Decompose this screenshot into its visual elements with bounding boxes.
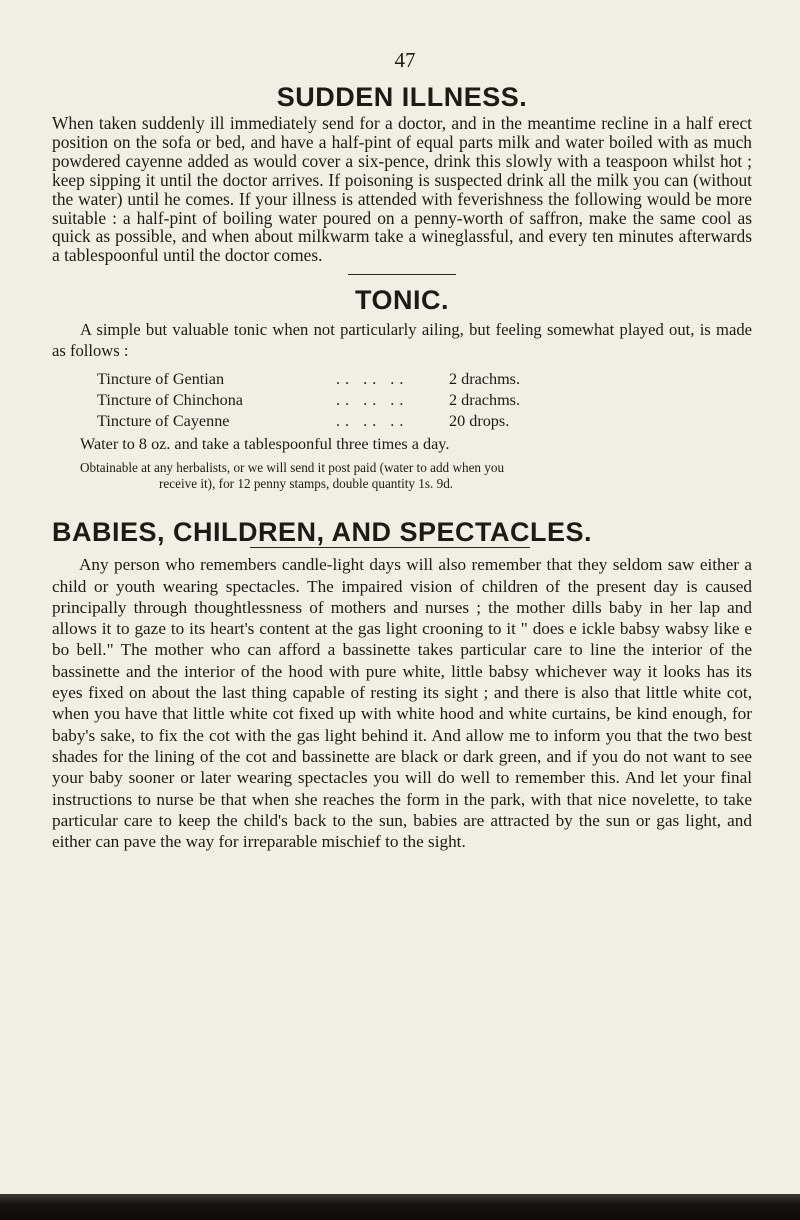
ingredient-row [97,369,752,390]
ingredient-leader-dots: .. .. .. [336,412,409,431]
page-edge-shadow [0,1194,800,1220]
ingredient-amount: 2 drachms. [449,391,521,410]
page-number: 47 [394,48,416,72]
sudden-illness-title: SUDDEN ILLNESS. [276,82,528,112]
tonic-water-instruction: Water to 8 oz. and take a tablespoonful three times a day. [80,435,450,454]
book-page [52,48,752,852]
tonic-obtainable-note: Obtainable at any herbalists, or we will send it post paid (water to add when you [80,460,505,476]
ingredient-amount: 20 drops. [449,412,510,431]
section-divider [348,274,456,275]
babies-body: Any person who remembers candle-light days will also remember that they seldom saw either a child or youth wearing spectacles. The impaired vision of children of the present day is caused principally through thoughtlessness of mothers and nurses ; the mother dills baby in her lap and allows it to gaze to its heart's content at the gas light crooning to it " does e ickle babsy wabsy like e bo bell." The mother who can afford a bassinette takes particular care to line the interior of the bassinette and the interior of the hood with pure white, little babsy whichever way it looks has its eyes fixed on about the last thing capable of resting its sight ; and there is also that little white cot, when you have that little white cot fixed up with white hood and white curtains, be kind enough, for baby's sake, to fix the cot with the gas light behind it. And allow me to inform you that the two best shades for the lining of the cot and bassinette are black or dark green, and if you do not want to see your baby sooner or later wearing spectacles you will do well to remember this. And let your final instructions to nurse be that when she reaches the form in the park, with that nice novelette, to take particular care to keep the child's back to the sun, babies are attracted by the sun or gas light, and either can pave the way for irreparable mischief to the sight. [52,555,752,852]
tonic-obtainable-note-continued: receive it), for 12 penny stamps, double quantity 1s. 9d. [159,476,454,492]
ingredient-leader-dots: .. .. .. [336,370,409,389]
tonic-title: TONIC. [354,285,449,316]
tonic-ingredient-list [97,369,752,432]
title-underline [250,547,530,548]
babies-title: BABIES, CHILDREN, AND SPECTACLES. [52,517,593,548]
tonic-intro: A simple but valuable tonic when not particularly ailing, but feeling somewhat played out, is made as follows : [52,320,752,361]
ingredient-name: Tincture of Cayenne [97,412,230,431]
ingredient-amount: 2 drachms. [449,370,521,389]
ingredient-row [97,411,752,432]
ingredient-leader-dots: .. .. .. [336,391,409,410]
ingredient-row [97,390,752,411]
ingredient-name: Tincture of Gentian [97,370,225,389]
ingredient-name: Tincture of Chinchona [97,391,243,410]
sudden-illness-body: When taken suddenly ill immediately send for a doctor, and in the meantime recline in a half erect position on the sofa or bed, and have a half-pint of equal parts milk and water boiled with as much powdered cayenne added as would cover a six-pence, drink this slowly with a teaspoon whilst hot ; keep sipping it until the doctor arrives. If poisoning is suspected drink all the milk you can (without the water) until he comes. If your illness is attended with feverishness the following would be more suitable : a half-pint of boiling water poured on a penny-worth of saffron, make the same cool as quick as possible, and when about milkwarm take a wineglassful, and every ten minutes afterwards a tablespoonful until the doctor comes. [52,113,752,266]
